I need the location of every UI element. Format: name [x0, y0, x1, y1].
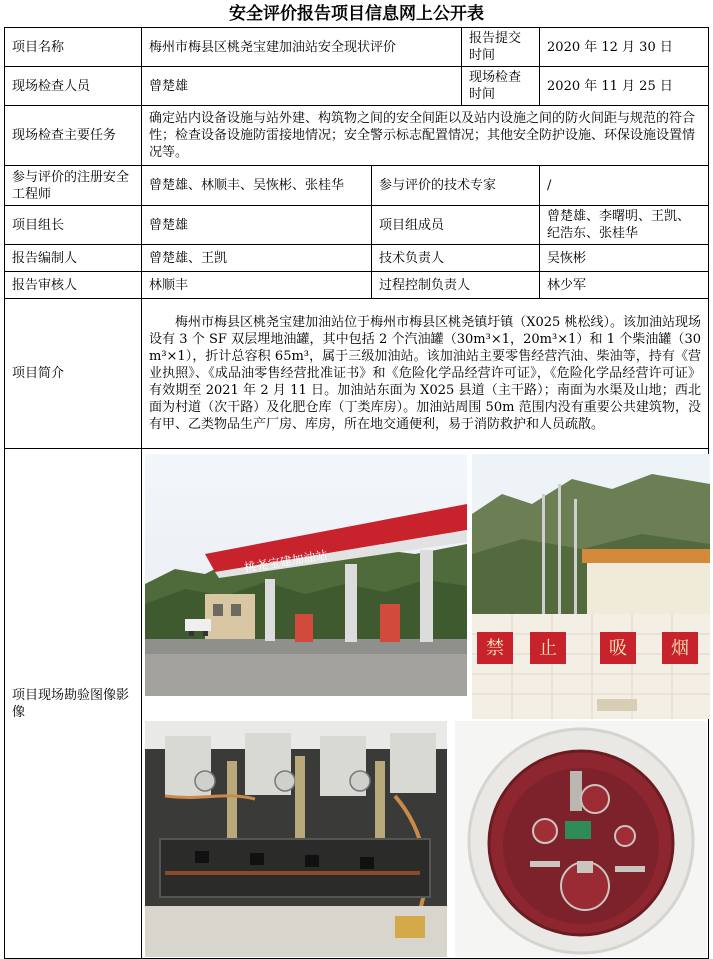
- value-engineers: 曾楚雄、林顺丰、吴恢彬、张桂华: [142, 166, 372, 206]
- row-editor: [5, 245, 709, 272]
- value-process-control: 林少军: [540, 272, 709, 299]
- photo-pump-piping: [145, 721, 447, 957]
- label-inspectors: 现场检查人员: [5, 67, 142, 106]
- photo-station-overview: [145, 454, 467, 696]
- row-inspectors: [5, 67, 709, 106]
- value-leader: 曾楚雄: [142, 206, 372, 245]
- label-process-control: 过程控制负责人: [372, 272, 540, 299]
- value-members: 曾楚雄、李曙明、王凯、纪浩东、张桂华: [540, 206, 709, 245]
- wall-sign-char-1: 禁: [486, 638, 504, 659]
- row-photos: [5, 449, 709, 959]
- label-experts: 参与评价的技术专家: [372, 166, 540, 206]
- row-intro: [5, 299, 709, 449]
- value-main-task: 确定站内设备设施与站外建、构筑物之间的安全间距以及站内设施之间的防火间距与规范的符合性；检查设备设施防雷接地情况；安全警示标志配置情况；其他安全防护设施、环保设施设置情况等。: [142, 106, 709, 166]
- document-title: 安全评价报告项目信息网上公开表: [229, 4, 484, 24]
- value-submit-time: 2020 年 12 月 30 日: [540, 28, 709, 67]
- wall-sign-char-2: 止: [539, 638, 557, 659]
- photos-cell: [142, 449, 709, 959]
- label-main-task: 现场检查主要任务: [5, 106, 142, 166]
- canopy-sign-text: 桃尧宝建加油站: [243, 547, 329, 575]
- value-inspectors: 曾楚雄: [142, 67, 462, 106]
- label-intro: 项目简介: [5, 299, 142, 449]
- info-table: [4, 27, 709, 959]
- row-project-name: [5, 28, 709, 67]
- label-submit-time: 报告提交时间: [462, 28, 540, 67]
- label-leader: 项目组长: [5, 206, 142, 245]
- label-project-name: 项目名称: [5, 28, 142, 67]
- row-main-task: [5, 106, 709, 166]
- label-photos: 项目现场勘验图像影像: [5, 449, 142, 959]
- value-intro: 梅州市梅县区桃尧宝建加油站位于梅州市梅县区桃尧镇圩镇（X025 桃松线）。该加油站现场设有 3 个 SF 双层埋地油罐，其中包括 2 个汽油罐（30m³×1，20m³×1）和 1 个柴油罐（30m³×1），折计总容积 65m³，属于三级加油站。该加油站主要零售经营汽油、柴油等，持有《营业执照》、《成品油零售经营批准证书》和《危险化学品经营许可证》，《危险化学品经营许可证》有效期至 2021 年 2 月 11 日。加油站东面为 X025 县道（主干路）；南面为水渠及山地；西北面为村道（次干路）及化肥仓库（丁类库房）。加油站周围 50m 范围内没有重要公共建筑物，没有甲、乙类物品生产厂房、库房，所在地交通便利，易于消防救护和人员疏散。: [142, 299, 709, 449]
- label-members: 项目组成员: [372, 206, 540, 245]
- photo-tank-manhole: [455, 721, 707, 957]
- value-reviewer: 林顺丰: [142, 272, 372, 299]
- label-editor: 报告编制人: [5, 245, 142, 272]
- value-tech-lead: 吴恢彬: [540, 245, 709, 272]
- row-leader: [5, 206, 709, 245]
- label-tech-lead: 技术负责人: [372, 245, 540, 272]
- value-editor: 曾楚雄、王凯: [142, 245, 372, 272]
- photo-no-smoking-wall: [472, 454, 710, 719]
- label-engineers: 参与评价的注册安全工程师: [5, 166, 142, 206]
- label-inspect-time: 现场检查时间: [462, 67, 540, 106]
- wall-sign-char-3: 吸: [609, 638, 627, 659]
- row-engineers: [5, 166, 709, 206]
- label-reviewer: 报告审核人: [5, 272, 142, 299]
- value-experts: /: [540, 166, 709, 206]
- value-project-name: 梅州市梅县区桃尧宝建加油站安全现状评价: [142, 28, 462, 67]
- value-inspect-time: 2020 年 11 月 25 日: [540, 67, 709, 106]
- row-reviewer: [5, 272, 709, 299]
- wall-sign-char-4: 烟: [671, 638, 689, 659]
